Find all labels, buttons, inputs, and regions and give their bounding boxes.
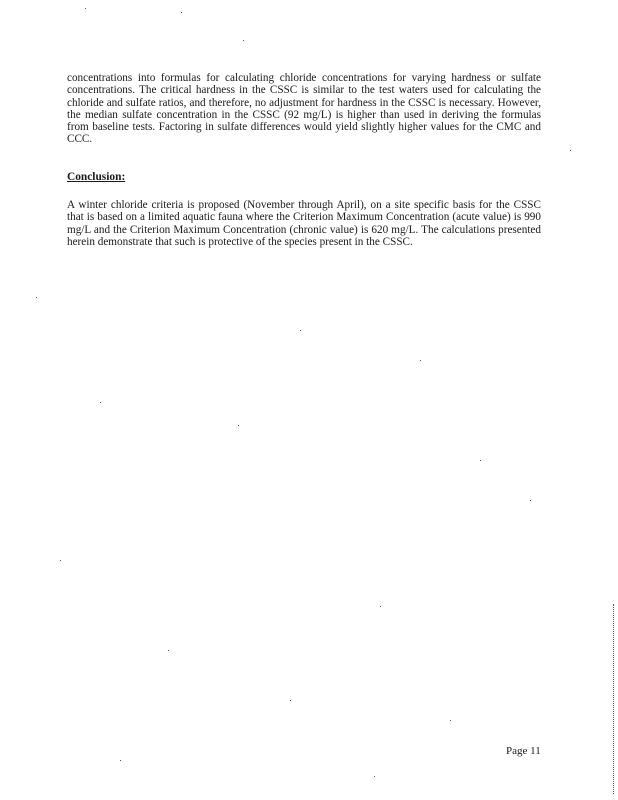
scan-speck [120, 760, 121, 761]
body-paragraph-conclusion: A winter chloride criteria is proposed (November through April), on a site specific basis for the CSSC that is based on a limited aquatic fauna where the Criterion Maximum Concentration (acute value) is 990 mg/L and the Criterion Maximum Concentration (chronic value) is 620 mg/L. The calculations presented herein demonstrate that such is protective of the species present in the CSSC. [67, 199, 541, 248]
scan-speck [420, 360, 421, 361]
scan-speck [450, 720, 451, 721]
scan-speck [290, 700, 291, 701]
scan-speck [480, 460, 481, 461]
scan-speck [60, 560, 61, 561]
scan-speck [243, 40, 244, 41]
scan-speck [238, 425, 239, 426]
scan-speck [300, 330, 301, 331]
scan-speck [36, 297, 37, 298]
scan-speck [374, 776, 375, 777]
page-number: Page 11 [506, 745, 541, 757]
scan-speck [85, 8, 86, 9]
conclusion-heading: Conclusion: [67, 171, 126, 183]
scan-edge-line [613, 604, 614, 794]
scan-speck [168, 650, 169, 651]
scan-speck [570, 150, 571, 151]
scan-speck [530, 500, 531, 501]
body-paragraph-formulas: concentrations into formulas for calculating chloride concentrations for varying hardness or sulfate concentrations. The critical hardness in the CSSC is similar to the test waters used for calculating the chloride and sulfate ratios, and therefore, no adjustment for hardness in the CSSC is necessary. However, the median sulfate concentration in the CSSC (92 mg/L) is higher than used in deriving the formulas from baseline tests. Factoring in sulfate differences would yield slightly higher values for the CMC and CCC. [67, 72, 541, 146]
scan-speck [380, 606, 381, 607]
scan-speck [181, 12, 182, 13]
scan-speck [100, 402, 101, 403]
